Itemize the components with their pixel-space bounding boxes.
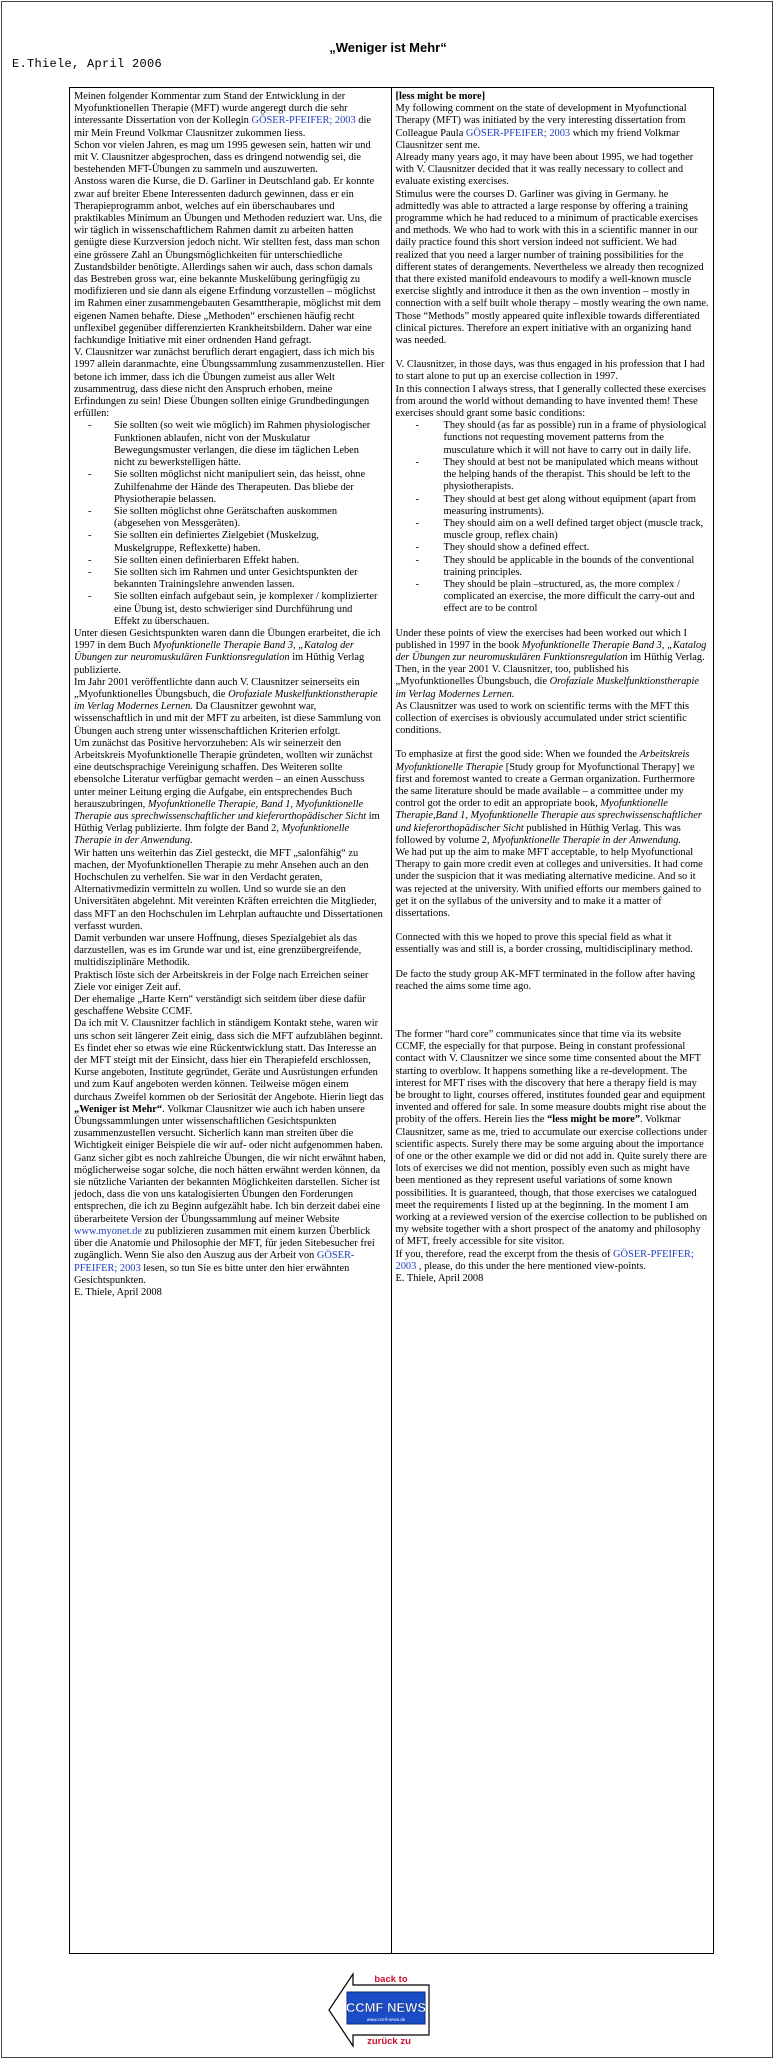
paragraph: Praktisch löste sich der Arbeitskreis in der Folge nach Erreichen seiner Ziele vor einiger Zeit auf. [74, 969, 369, 993]
spacer [396, 737, 710, 749]
spacer [396, 957, 710, 969]
paragraph: Schon vor vielen Jahren, es mag um 1995 gewesen sein, hatten wir und mit V. Clausnitzer abgesprochen, dass es dringend notwendig sei, die bestehenden MFT-Übungen zu sammeln und auszuwerten. [74, 139, 371, 176]
spacer [396, 993, 710, 1017]
list-item: - They should be applicable in the bounds of the conventional training principles. [396, 555, 710, 579]
list-item: - They should show a defined effect. [396, 542, 710, 554]
goeser-pfeifer-link[interactable]: GÖSER-PFEIFER; 2003 [74, 1250, 355, 1274]
page-title: „Weniger ist Mehr“ [329, 40, 447, 55]
english-column [392, 88, 714, 1953]
signature: E. Thiele, April 2008 [74, 1286, 162, 1298]
list-item: - Sie sollten ein definiertes Zielgebiet (Muskelzug, Muskelgruppe, Reflexkette) haben. [74, 530, 387, 554]
paragraph: Um zunächst das Positive hervorzuheben: Als wir seinerzeit den Arbeitskreis Myofunktionelle Therapie gründeten, wollten wir zunächst eine deutschsprachige Vereinigung schaffen. Des Weiteren sollte ebensolche Literatur verfügbar gemacht werden – an einen Ausschuss unter meiner Leitung erging die Aufgabe, ein entsprechendes Buch herauszubringen, Myofunktionelle Therapie, Band 1, Myofunktionelle Therapie aus sprechwissenschaftlicher und kieferorthopädischer Sicht im Hüthig Verlag publizierte. Ihm folgte der Band 2, Myofunktionelle Therapie in der Anwendung. [74, 737, 380, 847]
list-item: - Sie sollten möglichst nicht manipuliert sein, das heisst, ohne Zuhilfenahme der Hände des Therapeuten. Das bliebe der Physiotherapie belassen. [74, 469, 387, 506]
ccmf-logo-tagline: www.ccmf-news.de [366, 2017, 406, 2022]
paragraph: The former “hard core” communicates since that time via its website CCMF, the especially for that purpose. Being in constant professional contact with V. Clausnitzer we since some time consented about the MFT starting to overblow. It happens something like a re-development. The interest for MFT rises with the discovery that here a therapy field is may be brought to light, courses offered, institutes founded gear and equipment invented and offered for sale. In some measure doubts might rise about the probity of the offers. Herein lies the “less might be more”. Volkmar Clausnitzer, same as me, tried to accumulate our exercise collections under scientific aspects. Surely there may be some arguing about the importance of one or the other example we did or did not add in. Quite surely there are lots of exercises we did not mention, possibly even such as might have been mentioned as they represent useful variations of some known possibilities. It is guaranteed, though, that those exercises we catalogued meet the requirements I listed up at the beginning. In the moment I am working at a reviewed version of the exercise collection to be published on my website together with a short prospect of the anatomy and philosophy of MFT, freely accessible for site visitor. [395, 1029, 708, 1248]
goeser-pfeifer-link[interactable]: GÖSER-PFEIFER; 2003 [395, 1248, 694, 1272]
paragraph: Already many years ago, it may have been about 1995, we had together with V. Clausnitzer decided that it was really necessary to collect and evaluate existing exercises. [395, 152, 694, 188]
paragraph: We had put up the aim to make MFT acceptable, to help Myofunctional Therapy to gain more credit even at colleges and universities. It had come under the suspicion that it was mediating alternative medicine. And so it was rejected at the university. With unified efforts our members gained to get it on the syllabus of the university and to make it a matter of dissertations. [395, 846, 703, 919]
german-column [70, 88, 392, 1953]
paragraph: As Clausnitzer was used to work on scientific terms with the MFT this collection of exercises is obviously accumulated under strict scientific conditions. [395, 700, 690, 737]
spacer [396, 347, 710, 359]
paragraph: In this connection I always stress, that I generally collected these exercises from around the world without demanding to have invented them! These exercises should grant some basic conditions: [395, 383, 706, 420]
author-date-line: E.Thiele, April 2006 [12, 57, 163, 71]
paragraph: Da ich mit V. Clausnitzer fachlich in ständigem Kontakt stehe, waren wir uns schon seit längerer Zeit einig, dass sich die MFT aufzublähen beginnt. Es findet eher so etwas wie eine Rückentwicklung statt. Das Interesse an der MFT steigt mit der Einsicht, dass hier ein Therapiefeld erschlossen, Kurse angeboten, Institute gegründet, Geräte und Ausrüstungen erfunden und zum Kauf angeboten werden können. Teilweise mögen einem durchaus Zweifel kommen ob der Seriosität der Angebote. Hierin liegt das „Weniger ist Mehr“. Volkmar Clausnitzer wie auch ich haben unsere Übungssammlungen unter wissenschaftlichen Gesichtspunkten zusammenzustellen versucht. Sicherlich kann man streiten über die Wichtigkeit einiger Beispiele die wir auf- oder nicht aufgenommen haben. Ganz sicher gibt es noch zahlreiche Übungen, die wir nicht erwähnt haben, möglicherweise sogar solche, die noch hätten erwähnt werden können, da sie nützliche Varianten der bekannten Möglichkeiten darstellen. Sicher ist jedoch, dass die von uns katalogisierten Übungen den Forderungen entsprechen, die ich zu Beginn aufgezählt habe. Ich bin derzeit dabei eine überarbeitete Version der Übungssammlung auf meiner Website www.myonet.de zu publizieren zusammen mit einem kurzen Überblick über die Anatomie und Philosophie der MFT, für jeden Sitebesucher frei zugänglich. Wenn Sie also den Auszug aus der Arbeit von GÖSER-PFEIFER; 2003 lesen, so tun Sie es bitte unter den hier erwähnten Gesichtspunkten. [74, 1018, 386, 1286]
paragraph: If you, therefore, read the excerpt from the thesis of GÖSER-PFEIFER; 2003 , please, do this under the here mentioned view-points. [395, 1248, 694, 1272]
paragraph: Meinen folgender Kommentar zum Stand der Entwicklung in der Myofunktionellen Therapie (MFT) wurde angeregt durch die sehr interessante Dissertation von der Kollegin GÖSER-PFEIFER; 2003 die mir Mein Freund Volkmar Clausnitzer zukommen liess. [74, 91, 371, 139]
paragraph: Stimulus were the courses D. Garliner was giving in Germany. he admittedly was able to attracted a large response by offering a training programme which he had reduced to a minimum of practicable exercises and methods. We who had to work with this in a scientific manner in our daily practice found this short version indeed not sufficient. We had realized that you need a larger number of training possibilities for the different states of derangements. Nevertheless we already then recognized that there existed manifold endeavours to modify a well-known muscle exercise slightly and introduce it then as the own invention – mostly in connection with a self built whole therapy – mostly wearing the own name. Those “Methods” mostly appeared quite inflexible towards differentiated clinical pictures. Therefore an expert initiative with an organizing hand was needed. [395, 188, 709, 347]
spacer [396, 920, 710, 932]
paragraph: Then, in the year 2001 V. Clausnitzer, too, published his „Myofunktionelles Übungsbuch, die Orofaziale Muskelfunktionstherapie im Verlag Modernes Lernen. [395, 664, 699, 700]
list-item: - Sie sollten einfach aufgebaut sein, je komplexer / komplizierter eine Übung ist, desto schwieriger sind Durchführung und Effekt zu überschauen. [74, 591, 387, 628]
paragraph: Unter diesen Gesichtspunkten waren dann die Übungen erarbeitet, die ich 1997 in dem Buch Myofunktionelle Therapie Band 3, „Katalog der Übungen zur neuromuskulären Funktionsregulation im Hüthig Verlag publizierte. [74, 627, 381, 676]
list-item: - They should be plain –structured, as, the more complex / complicated an exercise, the more difficult the carry-out and effect are to be control [396, 579, 710, 616]
paragraph: Wir hatten uns weiterhin das Ziel gesteckt, die MFT „salonfähig“ zu machen, der Myofunktionellen Therapie zu mehr Ansehen auch an den Hochschulen zu verhelfen. Sie war in den Verdacht geraten, Alternativmedizin vermitteln zu wollen. Und so wurde sie an den Universitäten abgelehnt. Mit vereinten Kräften erreichten die Mitglieder, dass MFT an den Hochschulen im Lehrplan auftauchte und Dissertationen verfasst wurden. [74, 847, 383, 932]
paragraph: To emphasize at first the good side: When we founded the Arbeitskreis Myofunktionelle Therapie [Study group for Myofunctional Therapy] we first and foremost wanted to create a German organization. Furthermore the same literature should be made available – a committee under my control got the order to edit an appropriate book, Myofunktionelle Therapie,Band 1, Myofunktionelle Therapie aus sprechwissenschaftlicher und kieferorthopädischer Sicht published in Hüthig Verlag. This was followed by volume 2, Myofunktionelle Therapie in der Anwendung. [395, 749, 702, 846]
paragraph: Anstoss waren die Kurse, die D. Garliner in Deutschland gab. Er konnte zwar auf breiter Ebene Interessenten dadurch gewinnen, dass er ein Therapieprogramm anbot, welches auf ein überschaubares und praktikables Minimum an Übungen und Methoden reduziert war. Uns, die wir täglich in wissenschaftlichem Rahmen damit zu arbeiten hatten genügte diese Kurzversion jedoch nicht. Wir stellten fest, dass man schon eine grössere Zahl an Übungsmöglichkeiten für unterschiedliche Zustandsbilder benötigte. Allerdings sahen wir auch, dass schon damals das Bestreben gross war, eine bekannte Muskelübung geringfügig zu modifizieren und sie dann als eigene Erfindung vorzustellen – möglichst im Rahmen einer zusammengebauten Gesamttherapie, möglichst mit dem eigenen Namen behafte. Diese „Methoden“ erschienen häufig recht unflexibel gegenüber differenzierten Krankheitsbildern. Daher war eine fachkundige Initiative mit einer ordnenden Hand gefragt. [74, 176, 382, 347]
paragraph: De facto the study group AK-MFT terminated in the follow after having reached the aims some time ago. [395, 968, 696, 992]
bilingual-text-table [69, 87, 714, 1954]
list-item: - Sie sollten möglichst ohne Gerätschaften auskommen (abgesehen von Messgeräten). [74, 506, 387, 530]
paragraph: V. Clausnitzer war zunächst beruflich derart engagiert, dass ich mich bis 1997 allein daranmachte, eine Übungssammlung zusammenzustellen. Hier betone ich immer, dass ich die Übungen zumeist aus aller Welt zusammentrug, dass diese nicht den Anspruch erhoben, meine Erfindungen zu sein! Diese Übungen sollten einige Grundbedingungen erfüllen: [74, 347, 385, 420]
paragraph: V. Clausnitzer, in those days, was thus engaged in his profession that I had to start alone to put up an exercise collection in 1997. [395, 359, 705, 383]
ccmf-news-logo-text: CCMF NEWS [345, 2000, 427, 2015]
zurueck-zu-label: zurück zu [367, 2036, 411, 2047]
back-to-label: back to [374, 1974, 408, 1985]
myonet-link[interactable]: www.myonet.de [74, 1225, 143, 1237]
list-item: - Sie sollten (so weit wie möglich) im Rahmen physiologischer Funktionen ablaufen, nicht von der Muskulatur Bewegungsmuster verlangen, die diese im täglichen Leben nicht zu bewerkstelligen hätte. [74, 420, 387, 469]
paragraph: Im Jahr 2001 veröffentlichte dann auch V. Clausnitzer seinerseits ein „Myofunktionelles Übungsbuch, die Orofaziale Muskelfunktionstherapie im Verlag Modernes Lernen. Da Clausnitzer gewohnt war, wissenschaftlich in und mit der MFT zu arbeiten, ist diese Sammlung von Übungen auch streng unter wissenschaftlichen Kriterien erfolgt. [74, 676, 381, 737]
list-item: - They should at best get along without equipment (apart from measuring instruments). [396, 494, 710, 518]
paragraph: Der ehemalige „Harte Kern“ verständigt sich seitdem über diese dafür geschaffene Website CCMF. [74, 994, 366, 1018]
spacer [396, 616, 710, 628]
conditions-list [396, 420, 710, 615]
paragraph: Under these points of view the exercises had been worked out which I published in 1997 in the book Myofunktionelle Therapie Band 3, „Katalog der Übungen zur neuromuskulären Funktionsregulation im Hüthig Verlag. [395, 627, 707, 663]
signature: E. Thiele, April 2008 [395, 1273, 484, 1285]
ccmf-news-back-link[interactable] [325, 1971, 435, 2049]
paragraph: My following comment on the state of development in Myofunctional Therapy (MFT) was initiated by the very interesting dissertation from Colleague Paula GÖSER-PFEIFER; 2003 which my friend Volkmar Clausnitzer sent me. [395, 103, 687, 151]
list-item: - Sie sollten einen definierbaren Effekt haben. [74, 555, 387, 567]
goeser-pfeifer-link[interactable]: GÖSER-PFEIFER; 2003 [251, 115, 356, 127]
english-heading: [less might be more] [395, 91, 486, 102]
list-item: - They should (as far as possible) run in a frame of physiological functions not requesting movement patterns from the musculature which it will not have to carry out in daily life. [396, 420, 710, 457]
goeser-pfeifer-link[interactable]: GÖSER-PFEIFER; 2003 [465, 127, 571, 139]
list-item: - They should at best not be manipulated which means without the helping hands of the therapist. This should be left to the physiotherapists. [396, 457, 710, 494]
list-item: - They should aim on a well defined target object (muscle track, muscle group, reflex chain) [396, 518, 710, 542]
paragraph: Damit verbunden war unsere Hoffnung, dieses Spezialgebiet als das darzustellen, was es im Grunde war und ist, eine grenzübergreifende, multidisziplinäre Methodik. [74, 933, 362, 969]
list-item: - Sie sollten sich im Rahmen und unter Gesichtspunkten der bekannten Trainingslehre anwenden lassen. [74, 567, 387, 591]
conditions-list [74, 420, 387, 627]
spacer [396, 1017, 710, 1029]
paragraph: Connected with this we hoped to prove this special field as what it essentially was and still is, a border crossing, multidisciplinary method. [395, 932, 693, 956]
